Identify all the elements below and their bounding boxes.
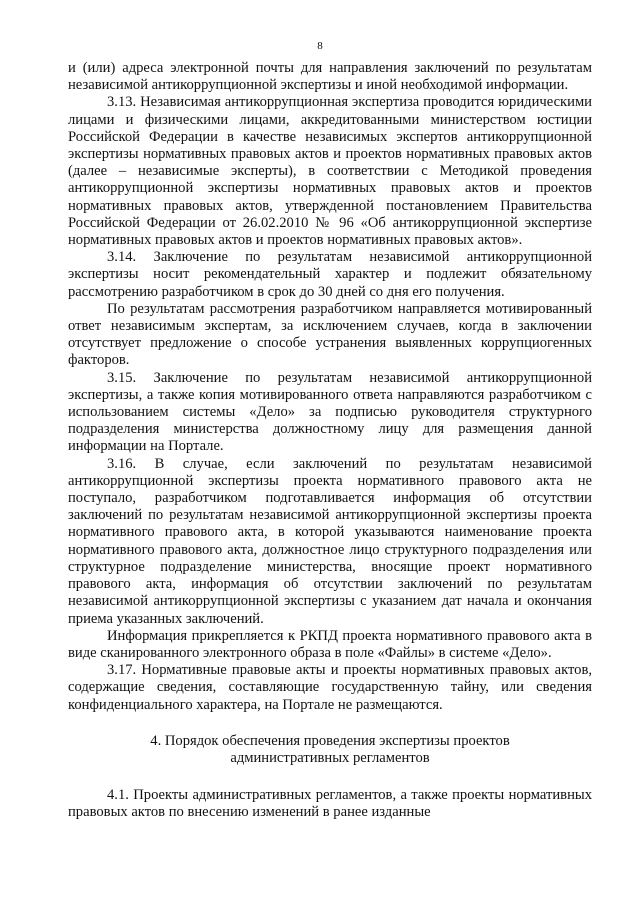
paragraph-3-14-response: По результатам рассмотрения разработчиком направляется мотивированный ответ независимым экспертам, за исключением случаев, когда в заключении отсутствует предложение о способе устранения выявленных коррупциогенных факторов. — [68, 300, 592, 369]
paragraph-4-1: 4.1. Проекты административных регламентов, а также проекты нормативных правовых актов по внесению изменений в ранее изданные — [68, 787, 592, 821]
paragraph-3-15: 3.15. Заключение по результатам независимой антикоррупционной экспертизы, а также копия мотивированного ответа направляются разработчиком с использованием системы «Дело» за подписью руководителя структурного подразделения министерства должностному лицу для размещения данной информации на Портале. — [68, 369, 592, 455]
paragraph-3-14: 3.14. Заключение по результатам независимой антикоррупционной экспертизы носит рекомендательный характер и подлежит обязательному рассмотрению разработчиком в срок до 30 дней со дня его получения. — [68, 249, 592, 300]
paragraph-3-16-attachment: Информация прикрепляется к РКПД проекта нормативного правового акта в виде сканированного электронного образа в поле «Файлы» в системе «Дело». — [68, 627, 592, 661]
paragraph-continuation: и (или) адреса электронной почты для направления заключений по результатам независимой антикоррупционной экспертизы и иной необходимой информации. — [68, 60, 592, 94]
paragraph-3-16: 3.16. В случае, если заключений по результатам независимой антикоррупционной экспертизы проекта нормативного правового акта не поступало, разработчиком подготавливается информация об отсутствии заключений по результатам независимой антикоррупционной экспертизы проекта нормативного правового акта, в которой указываются наименование проекта нормативного правового акта, должностное лицо структурного подразделения или структурное подразделение министерства, вносящие проект нормативного правового акта, информация об отсутствии заключений по результатам независимой антикоррупционной экспертизы с указанием дат начала и окончания приема указанных заключений. — [68, 455, 592, 627]
page-number: 8 — [317, 40, 323, 52]
paragraph-3-13: 3.13. Независимая антикоррупционная экспертиза проводится юридическими лицами и физическими лицами, аккредитованными министерством юстиции Российской Федерации в качестве независимых экспертов антикоррупционной экспертизы нормативных правовых актов и проектов нормативных правовых актов (далее – независимые эксперты), в соответствии с Методикой проведения антикоррупционной экспертизы нормативных правовых актов и проектов нормативных правовых актов, утвержденной постановлением Правительства Российской Федерации от 26.02.2010 № 96 «Об антикоррупционной экспертизе нормативных правовых актов и проектов нормативных правовых актов». — [68, 94, 592, 249]
document-body — [68, 60, 592, 822]
section-heading-line2: административных регламентов — [230, 749, 430, 766]
section-heading-line1: 4. Порядок обеспечения проведения экспертизы проектов — [150, 732, 510, 749]
section-heading — [68, 733, 592, 767]
paragraph-3-17: 3.17. Нормативные правовые акты и проекты нормативных правовых актов, содержащие сведения, составляющие государственную тайну, или сведения конфиденциального характера, на Портале не размещаются. — [68, 662, 592, 713]
